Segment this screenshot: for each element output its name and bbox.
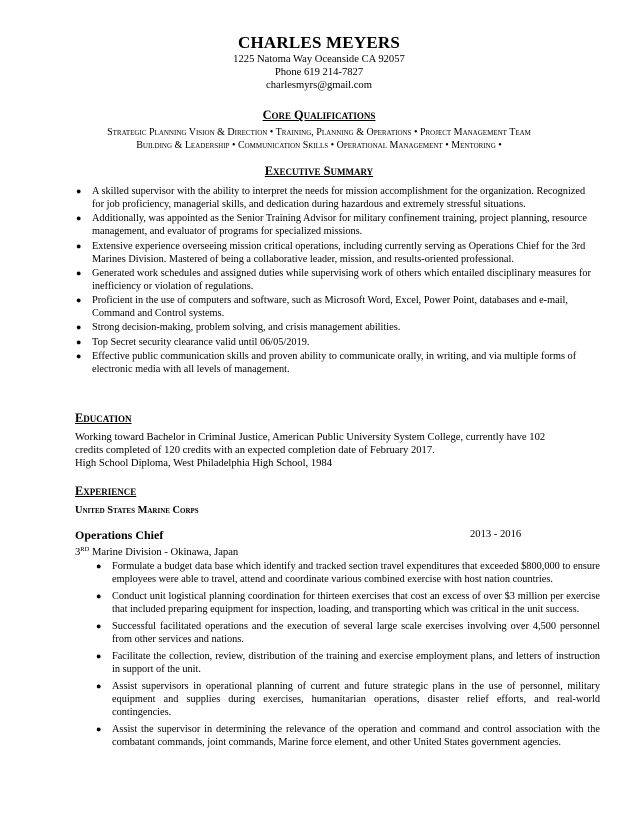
bullet-icon: ● xyxy=(76,350,82,361)
core-qualifications-line-2: Building & Leadership • Communication Skills • Operational Management • Mentoring • xyxy=(136,140,502,151)
bullet-icon: ● xyxy=(76,336,82,347)
education-heading: Education xyxy=(75,411,132,425)
list-item: ● Assist supervisors in operational planning of current and future strategic plans in the use of personnel, military equipment and supplies during exercises, humanitarian operations, disaster relief efforts, and real-world contingencies. xyxy=(96,680,600,719)
list-item: ● A skilled supervisor with the ability to interpret the needs for mission accomplishment for the organization. Recognized for job proficiency, managerial skills, and dedication during hazardous and extremely stressful situations. xyxy=(76,186,586,211)
core-qualifications-heading: Core Qualifications xyxy=(262,108,376,122)
list-item: ● Effective public communication skills and proven ability to communicate orally, in writing, and via multiple forms of electronic media with all levels of management. xyxy=(76,350,577,375)
bullet-icon: ● xyxy=(96,680,102,691)
education-line: credits completed of 120 credits with an expected completion date of February 2017. xyxy=(75,445,435,457)
core-qualifications-line-1: Strategic Planning Vision & Direction • Training, Planning & Operations • Project Management Team xyxy=(107,127,531,138)
executive-summary-list xyxy=(76,185,598,377)
bullet-icon: ● xyxy=(96,561,102,571)
executive-summary-heading: Executive Summary xyxy=(264,164,374,178)
address: 1225 Natoma Way Oceanside CA 92057 xyxy=(233,54,405,65)
education-line: High School Diploma, West Philadelphia High School, 1984 xyxy=(75,458,333,470)
list-item: ● Generated work schedules and assigned duties while supervising work of others which entailed disciplinary measures for inefficiency or violation of regulations. xyxy=(76,267,591,292)
list-item: ● Conduct unit logistical planning coordination for thirteen exercises that cost an excess of over $3 million per exercise that included preparing equipment for inspection, loading, and transporting which was critical in the unit success. xyxy=(96,590,600,616)
experience-heading: Experience xyxy=(75,484,137,498)
job-dates: 2013 - 2016 xyxy=(470,529,522,540)
job-duties-list xyxy=(96,560,600,753)
list-item: ● Additionally, was appointed as the Senior Training Advisor for military confinement training, project planning, resource management, and evaluator of programs for specialized missions. xyxy=(76,213,587,238)
list-item: ● Assist the supervisor in determining the relevance of the operation and command and control association with the combatant commands, joint commands, Marine force element, and other United States government agencies. xyxy=(96,724,600,749)
list-item: ● Strong decision-making, problem solving, and crisis management abilities. xyxy=(76,322,401,334)
list-item: ● Facilitate the collection, review, distribution of the training and exercise employment plans, and letters of instruction in support of the unit. xyxy=(96,650,600,676)
education-details xyxy=(75,431,615,471)
job-unit: 3RD Marine Division - Okinawa, Japan xyxy=(75,546,239,558)
bullet-icon: ● xyxy=(76,240,82,251)
bullet-icon: ● xyxy=(96,650,102,661)
list-item: ● Top Secret security clearance valid until 06/05/2019. xyxy=(76,336,310,348)
list-item: ● Successful facilitated operations and the execution of several large scale exercises involving over 4,500 personnel from other services and nations. xyxy=(96,620,600,646)
bullet-icon: ● xyxy=(76,295,82,306)
list-item: ● Proficient in the use of computers and software, such as Microsoft Word, Excel, Power Point, databases and e-mail, Command and Control systems. xyxy=(76,295,568,320)
employer-name: United States Marine Corps xyxy=(75,505,199,516)
job-title: Operations Chief xyxy=(75,528,164,542)
email: charlesmyrs@gmail.com xyxy=(266,80,372,91)
education-line: Working toward Bachelor in Criminal Justice, American Public University System College, currently have 102 xyxy=(75,432,546,443)
phone: Phone 619 214-7827 xyxy=(274,67,364,78)
list-item: ● Extensive experience overseeing mission critical operations, including currently serving as Operations Chief for the 3rd Marines Division. Mastered of being a collaborative leader, mission, and results-oriented professional. xyxy=(76,240,586,265)
bullet-icon: ● xyxy=(76,322,82,333)
bullet-icon: ● xyxy=(76,213,82,224)
bullet-icon: ● xyxy=(76,267,82,278)
bullet-icon: ● xyxy=(96,724,102,735)
bullet-icon: ● xyxy=(96,590,102,601)
candidate-name: CHARLES MEYERS xyxy=(238,33,400,52)
bullet-icon: ● xyxy=(96,620,102,631)
list-item: ● Formulate a budget data base which identify and tracked section travel expenditures that exceeded $800,000 to ensure employees were able to travel, attend and coordinate various combined exercise with host nation countries. xyxy=(96,561,600,586)
bullet-icon: ● xyxy=(76,186,82,196)
